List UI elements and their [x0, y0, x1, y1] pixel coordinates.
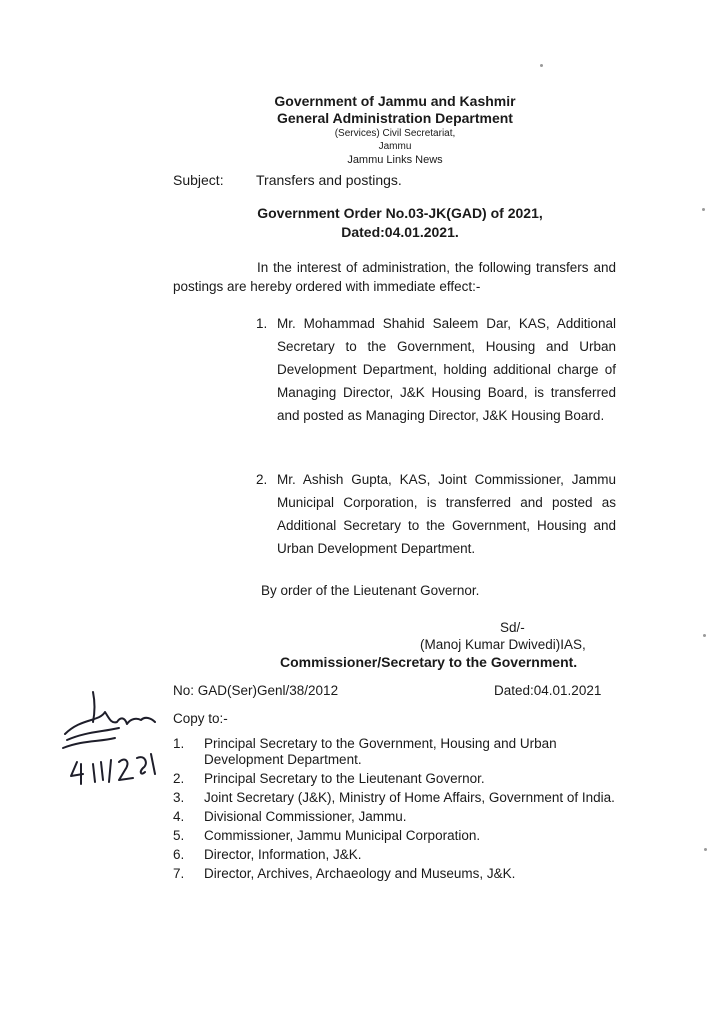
item-number: 2.: [256, 472, 268, 487]
source-line: Jammu Links News: [347, 154, 443, 166]
intro-paragraph: In the interest of administration, the following transfers and postings are hereby ordered with immediate effect:-: [173, 260, 616, 294]
subject-value: Transfers and postings.: [256, 172, 402, 188]
list-item-text: Principal Secretary to the Lieutenant Governor.: [204, 771, 485, 786]
order-number: Government Order No.03-JK(GAD) of 2021,: [257, 205, 543, 221]
order-item: [256, 468, 616, 560]
city-line: Jammu: [378, 141, 412, 152]
list-item-text: Director, Information, J&K.: [204, 847, 362, 862]
list-item-text: Divisional Commissioner, Jammu.: [204, 809, 407, 824]
scan-speck: [704, 848, 707, 851]
list-item: [173, 866, 619, 882]
signed-mark: Sd/-: [500, 620, 525, 635]
order-item: [256, 312, 616, 427]
list-item-number: 5.: [173, 828, 185, 843]
list-item: [173, 736, 619, 768]
signatory-name: (Manoj Kumar Dwivedi)IAS,: [420, 637, 586, 652]
list-item: [173, 771, 619, 787]
order-date: Dated:04.01.2021.: [341, 224, 459, 240]
subject-label: Subject:: [173, 172, 224, 188]
government-heading: Government of Jammu and Kashmir: [274, 93, 516, 109]
list-item-number: 1.: [173, 736, 185, 751]
copy-to-label: Copy to:-: [173, 711, 228, 726]
list-item: [173, 847, 619, 863]
department-heading: General Administration Department: [277, 110, 513, 126]
list-item-text: Joint Secretary (J&K), Ministry of Home Affairs, Government of India.: [204, 790, 615, 805]
signatory-designation: Commissioner/Secretary to the Government.: [280, 654, 578, 670]
list-item-text: Principal Secretary to the Government, Housing and Urban Development Department.: [204, 736, 557, 767]
list-item: [173, 828, 619, 844]
copy-to-list: [173, 736, 619, 885]
item-text: Mr. Ashish Gupta, KAS, Joint Commissioner, Jammu Municipal Corporation, is transferred and posted as Additional Secretary to the Government, Housing and Urban Development Department.: [277, 472, 616, 556]
list-item-number: 3.: [173, 790, 185, 805]
subject-line: [173, 172, 402, 188]
list-item-text: Director, Archives, Archaeology and Museums, J&K.: [204, 866, 516, 881]
scan-speck: [540, 64, 543, 67]
list-item-number: 6.: [173, 847, 185, 862]
office-line: (Services) Civil Secretariat,: [334, 128, 456, 139]
scan-speck: [703, 634, 706, 637]
reference-date: Dated:04.01.2021: [494, 683, 602, 698]
list-item-number: 2.: [173, 771, 185, 786]
reference-number: No: GAD(Ser)Genl/38/2012: [173, 683, 339, 698]
handwritten-signature: [55, 688, 175, 798]
item-number: 1.: [256, 316, 268, 331]
scan-speck: [702, 208, 705, 211]
list-item-number: 4.: [173, 809, 185, 824]
item-text: Mr. Mohammad Shahid Saleem Dar, KAS, Additional Secretary to the Government, Housing and Urban Development Department, holding additional charge of Managing Director, J&K Housing Board, is transferred and posted as Managing Director, J&K Housing Board.: [277, 316, 616, 423]
by-order-line: By order of the Lieutenant Governor.: [261, 583, 480, 598]
list-item: [173, 790, 619, 806]
list-item: [173, 809, 619, 825]
list-item-number: 7.: [173, 866, 185, 881]
list-item-text: Commissioner, Jammu Municipal Corporation.: [204, 828, 481, 843]
